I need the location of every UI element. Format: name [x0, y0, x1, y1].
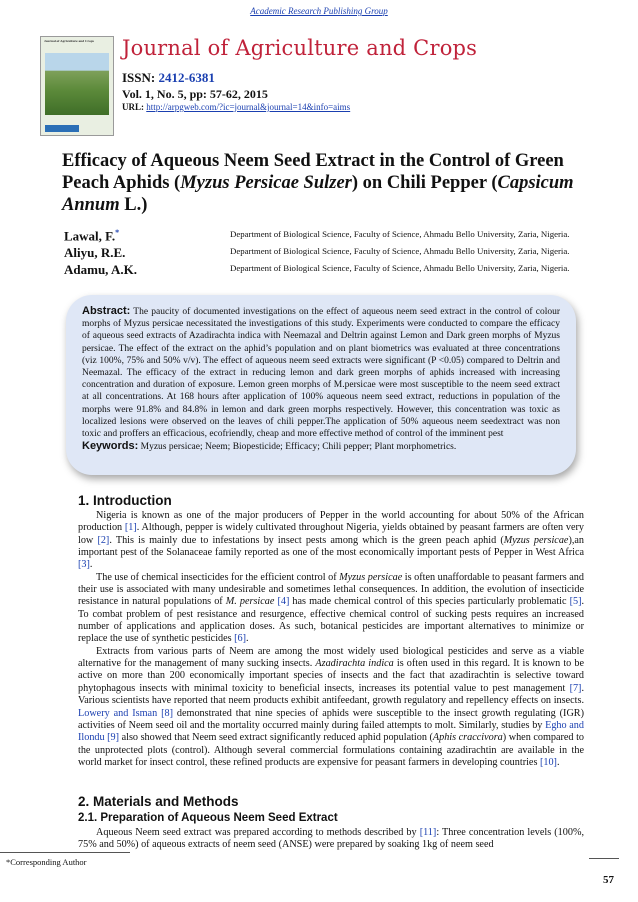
species-name: Myzus persicae — [339, 571, 403, 583]
author-affiliation: Department of Biological Science, Faculty of Science, Ahmadu Bello University, Zaria, Nigeria. — [230, 246, 570, 256]
page-number: 57 — [603, 874, 614, 886]
paragraph — [78, 572, 584, 646]
reference-link[interactable]: [11] — [419, 827, 437, 838]
text: also showed that Neem seed extract significantly reduced aphid population ( — [119, 732, 433, 744]
text: The use of chemical insecticides for the efficient control of — [96, 571, 340, 583]
citation-link[interactable]: Egho and Ilondu [9] — [78, 719, 584, 744]
species-name: M. persicae — [225, 596, 275, 608]
text: . Although, pepper is widely cultivated throughout Nigeria, yields obtained by peasant farmers are often very low — [78, 522, 584, 546]
page-number-divider — [589, 858, 619, 859]
species-name: Azadirachta indica — [315, 658, 394, 670]
text: demonstrated that nine species of aphids were susceptible to the insect growth regulating (IGR) activities of Neem seed oil and the mortality occurred mainly during failed attempts to molt. Similarly, studies by — [78, 707, 584, 731]
text: Nigeria is known as one of the major producers of Pepper in the world accounting for about 50% of the African production — [78, 510, 584, 534]
section-heading-introduction: 1. Introduction — [78, 493, 172, 508]
methods-body — [78, 827, 584, 852]
journal-title: Journal of Agriculture and Crops — [122, 36, 478, 60]
text: Extracts from various parts of Neem are among the most widely used biological pesticides and serve as a viable alternative for the management of many sucking insects. — [78, 645, 584, 670]
cover-title: Journal of Agriculture and Crops — [44, 39, 95, 43]
keywords — [82, 440, 560, 453]
issn-label: ISSN: — [122, 70, 159, 85]
reference-link[interactable]: [6] — [234, 633, 247, 645]
abstract-box — [66, 295, 576, 475]
text: . — [556, 756, 560, 768]
text: has made chemical control of this species particularly problematic — [289, 596, 570, 608]
keywords-label: Keywords: — [82, 440, 139, 453]
reference-link[interactable]: [4] — [277, 596, 290, 608]
section-heading-methods: 2. Materials and Methods — [78, 794, 239, 809]
author-affiliation: Department of Biological Science, Faculty of Science, Ahmadu Bello University, Zaria, Nigeria. — [230, 263, 570, 273]
publisher-logo — [45, 125, 79, 132]
text: is often unaffordable to peasant farmers and their use is associated with many undesirable and sometimes lethal consequences. In addition, the evolution of insecticide resistance in natural populations of — [78, 571, 584, 608]
publisher-link[interactable]: Academic Research Publishing Group — [250, 6, 388, 16]
author-affiliation: Department of Biological Science, Faculty of Science, Ahmadu Bello University, Zaria, Nigeria. — [230, 229, 570, 239]
reference-link[interactable]: [7] — [569, 682, 582, 694]
reference-link[interactable]: [2] — [97, 534, 110, 546]
issn-number: 2412-6381 — [158, 70, 215, 85]
keywords-list: Myzus persicae; Neem; Biopesticide; Efficacy; Chili pepper; Plant morphometrics. — [138, 442, 457, 453]
species-name: Aphis craccivora — [432, 732, 503, 744]
paper-title — [62, 150, 602, 216]
abstract-body: The paucity of documented investigations on the effect of aqueous neem seed extract in the control of colour morphs of Myzus persicae necessitated the investigations of this study. Experiments were conducted to compare the efficacy of aqueous seed extracts of Azadirachta indica with Neemazal and Deltrin against Lemon and Dark green morphs of Myzus persicae. The effect of the extract on the aphid’s population and on plant biometrics was evaluated at three concentrations (viz 100%, 75% and 50% v/v). The effect of aqueous neem seed extracts were significant (P <0.05) compared to Deltrin and Neemazal. The efficacy of the extract in reducing lemon and dark green morphs of aphids increased with increasing concentration and duration of exposure. Lemon green morphs of M.persicae were most susceptible to the neem seed extract at all concentrations. At 168 hours after application of 100% aqueous neem seed extract, reductions in population of the morphs were 91.8% and 84.8% in lemon and dark green morphs respectively. However, this concentration was toxic as localized lesions were observed on the leaves of chili pepper.The application of 50% aqueous neem seedextract was non toxic and proffers an efficacious, ecofriendly, cheap and more effective method of control of the imminent pest — [82, 307, 560, 440]
reference-link[interactable]: [3] — [78, 559, 90, 571]
reference-link[interactable]: [5] — [569, 596, 582, 608]
corresponding-mark[interactable]: * — [115, 228, 120, 237]
author-name-text: Lawal, F. — [64, 228, 116, 244]
corresponding-author-footnote: *Corresponding Author — [6, 857, 87, 867]
author-name: Aliyu, R.E. — [64, 245, 126, 260]
title-plant: Capsicum Annum — [62, 173, 574, 215]
text: . To combat problem of pest resistance and resurgence, effective chemical control of sucking pests requires an increased number of applications and application doses. As such, botanical pesticides are important alternatives to minimize or replace the use of synthetic pesticides — [78, 596, 585, 645]
abstract-label: Abstract: — [82, 305, 131, 317]
introduction-body — [78, 510, 584, 769]
title-part: L.) — [119, 195, 148, 215]
text: ),an important pest of the Solanaceae family reported as one of the most economically important pests of Pepper in West Africa — [78, 534, 584, 559]
cover-crop-field-illustration — [45, 53, 109, 115]
text: . — [246, 633, 249, 645]
abstract-text — [82, 305, 560, 440]
journal-cover-image — [40, 36, 114, 136]
citation-link[interactable]: Lowery and Isman [8] — [78, 707, 173, 719]
reference-link[interactable]: [1] — [124, 522, 137, 534]
volume-info: Vol. 1, No. 5, pp: 57-62, 2015 — [122, 87, 268, 101]
text: Aqueous Neem seed extract was prepared according to methods described by — [96, 827, 420, 838]
journal-url — [122, 102, 350, 112]
paragraph — [78, 510, 584, 572]
journal-url-link[interactable]: http://arpgweb.com/?ic=journal&journal=14&info=aims — [146, 102, 351, 112]
reference-link[interactable]: [10] — [539, 756, 557, 768]
text: . Various scientists have reported that neem products exhibit antifeedant, growth regulatory and repellency effects on insects. — [78, 682, 584, 707]
subsection-heading: 2.1. Preparation of Aqueous Neem Seed Extract — [78, 812, 338, 824]
title-species: Myzus Persicae Sulzer — [180, 173, 352, 193]
title-part: ) on Chili Pepper ( — [351, 173, 498, 193]
footnote-divider — [0, 852, 130, 853]
text: . This is mainly due to infestations by insect pests among which is the green peach aphid ( — [109, 534, 504, 546]
text: is often used in this regard. It is known to be active on more than 200 economically important species of insects and the fact that azadirachtin is selective toward phytophagous insects with minimal toxicity to beneficial insects, increases its potential value to pest management — [78, 658, 584, 694]
paragraph — [78, 827, 584, 852]
author-name — [64, 228, 119, 244]
text: . — [89, 559, 93, 571]
author-name: Adamu, A.K. — [64, 262, 137, 277]
species-name: Myzus persicae — [503, 534, 569, 546]
paragraph — [78, 646, 584, 769]
url-label: URL: — [122, 102, 147, 112]
text: : Three concentration levels (100%, 75% and 50%) of aqueous extracts of neem seed (ANSE) were prepared by soaking 1kg of neem seed — [78, 827, 584, 851]
issn — [122, 70, 215, 86]
text: ) when compared to the unprotected plots (control). Although several commercial formulations containing azadirachtin are available in the world market for insect control, these refined products are expensive for peasant farmers in developing countries — [78, 732, 584, 768]
title-part: Efficacy of Aqueous Neem Seed Extract in the Control of Green Peach Aphids ( — [62, 151, 564, 193]
